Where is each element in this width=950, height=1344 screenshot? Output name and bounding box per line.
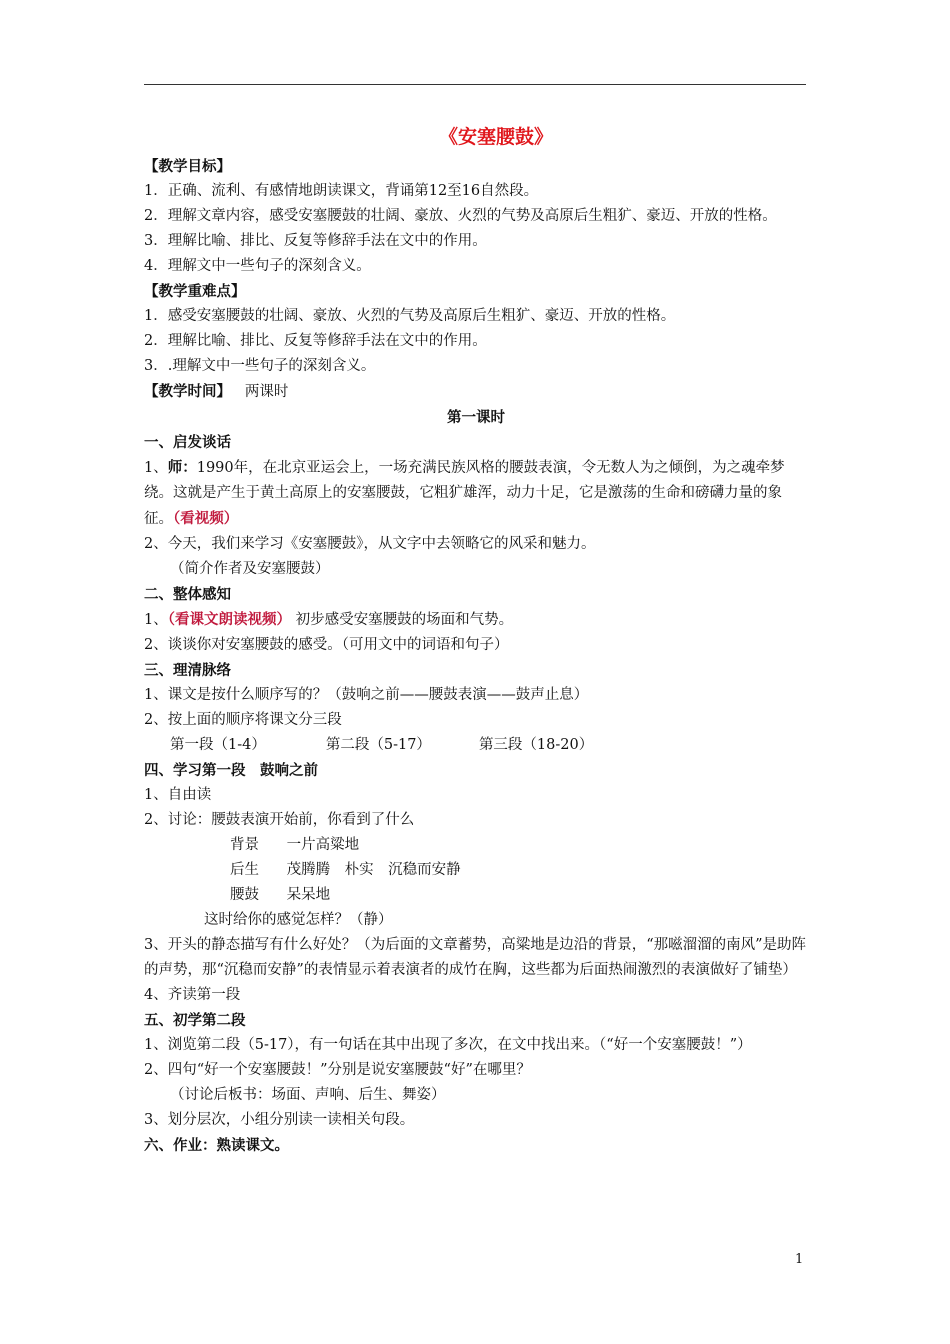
board-content: 呆呆地 bbox=[286, 887, 331, 903]
section-heading: 一、启发谈话 bbox=[144, 434, 231, 451]
paragraph: 3、划分层次，小组分别读一读相关句段。 bbox=[144, 1112, 415, 1128]
paragraph: 1、课文是按什么顺序写的？（鼓响之前——腰鼓表演——鼓声止息） bbox=[144, 687, 589, 703]
paragraph: 2、四句“好一个安塞腰鼓！”分别是说安塞腰鼓“好”在哪里？ bbox=[144, 1062, 531, 1078]
section-heading: 二、整体感知 bbox=[144, 586, 231, 603]
paragraph: 4、齐读第一段 bbox=[144, 987, 241, 1003]
section-heading: 五、初学第二段 bbox=[144, 1012, 246, 1029]
board-row bbox=[144, 883, 808, 908]
paragraph: 1、浏览第二段（5-17），有一句话在其中出现了多次，在文中找出来。（“好一个安塞腰鼓！”） bbox=[144, 1037, 752, 1053]
paragraph bbox=[144, 607, 808, 633]
paragraph: 2、谈谈你对安塞腰鼓的感受。（可用文中的词语和句子） bbox=[144, 637, 509, 653]
document-title: 《安塞腰鼓》 bbox=[438, 126, 553, 148]
video-note: （看视频） bbox=[173, 510, 239, 527]
page-number: 1 bbox=[795, 1252, 804, 1267]
keypoints-heading: 【教学重难点】 bbox=[144, 283, 246, 300]
time-value: 两课时 bbox=[244, 384, 289, 400]
goal-item: 2．理解文章内容，感受安塞腰鼓的壮阔、豪放、火烈的气势及高原后生粗犷、豪迈、开放的性格。 bbox=[144, 208, 777, 224]
goals-heading: 【教学目标】 bbox=[144, 158, 231, 175]
segment-line bbox=[144, 733, 808, 758]
paragraph: 1、自由读 bbox=[144, 787, 212, 803]
paragraph: 2、今天，我们来学习《安塞腰鼓》，从文字中去领略它的风采和魅力。 bbox=[144, 536, 596, 552]
keypoint-item: 1．感受安塞腰鼓的壮阔、豪放、火烈的气势及高原后生粗犷、豪迈、开放的性格。 bbox=[144, 308, 676, 324]
board-content: 茂腾腾 朴实 沉稳而安静 bbox=[286, 862, 461, 878]
section-heading: 三、理清脉络 bbox=[144, 662, 231, 679]
item-number: 1、 bbox=[144, 460, 168, 476]
document-content bbox=[144, 120, 808, 1158]
board-row bbox=[144, 858, 808, 883]
segment-1: 第一段（1-4） bbox=[170, 737, 266, 753]
lesson-title: 第一课时 bbox=[447, 409, 505, 426]
section-heading: 六、作业：熟读课文。 bbox=[144, 1137, 289, 1154]
paragraph-text: 1990年，在北京亚运会上，一场充满民族风格的腰鼓表演，令无数人为之倾倒，为之魂牵梦绕。这就是产生于黄土高原上的安塞腰鼓，它粗犷雄浑，动力十足，它是激荡的生命和磅礴力量的象征。 bbox=[144, 460, 785, 527]
paragraph-note: （简介作者及安塞腰鼓） bbox=[170, 561, 330, 577]
segment-2: 第二段（5-17） bbox=[325, 737, 431, 753]
question-line: 这时给你的感觉怎样？（静） bbox=[204, 912, 393, 928]
paragraph: 2、讨论：腰鼓表演开始前，你看到了什么 bbox=[144, 812, 415, 828]
keypoint-item: 3．.理解文中一些句子的深刻含义。 bbox=[144, 358, 376, 374]
item-number: 1、 bbox=[144, 612, 168, 628]
board-label: 背景 bbox=[230, 837, 259, 853]
board-row bbox=[144, 833, 808, 858]
goal-item: 4．理解文中一些句子的深刻含义。 bbox=[144, 258, 371, 274]
paragraph-note: （讨论后板书：场面、声响、后生、舞姿） bbox=[170, 1087, 446, 1103]
section-heading: 四、学习第一段 鼓响之前 bbox=[144, 762, 318, 779]
board-label: 后生 bbox=[230, 862, 259, 878]
goal-item: 3．理解比喻、排比、反复等修辞手法在文中的作用。 bbox=[144, 233, 487, 249]
time-line bbox=[144, 379, 808, 405]
segment-3: 第三段（18-20） bbox=[478, 737, 594, 753]
board-label: 腰鼓 bbox=[230, 887, 259, 903]
goal-item: 1．正确、流利、有感情地朗读课文，背诵第12至16自然段。 bbox=[144, 183, 539, 199]
board-content: 一片高粱地 bbox=[286, 837, 360, 853]
paragraph bbox=[144, 455, 808, 532]
header-rule bbox=[144, 84, 806, 85]
keypoint-item: 2．理解比喻、排比、反复等修辞手法在文中的作用。 bbox=[144, 333, 487, 349]
teacher-label: 师： bbox=[167, 459, 197, 476]
paragraph: 2、按上面的顺序将课文分三段 bbox=[144, 712, 342, 728]
video-note: （看课文朗读视频） bbox=[167, 611, 291, 628]
paragraph: 3、开头的静态描写有什么好处？（为后面的文章蓄势，高粱地是边沿的背景，“那嗞溜溜的南风”是助阵的声势，那“沉稳而安静”的表情显示着表演者的成竹在胸，这些都为后面热闹激烈的表演做好了铺垫） bbox=[144, 937, 807, 978]
paragraph-text: 初步感受安塞腰鼓的场面和气势。 bbox=[290, 612, 514, 628]
time-heading: 【教学时间】 bbox=[144, 383, 231, 400]
